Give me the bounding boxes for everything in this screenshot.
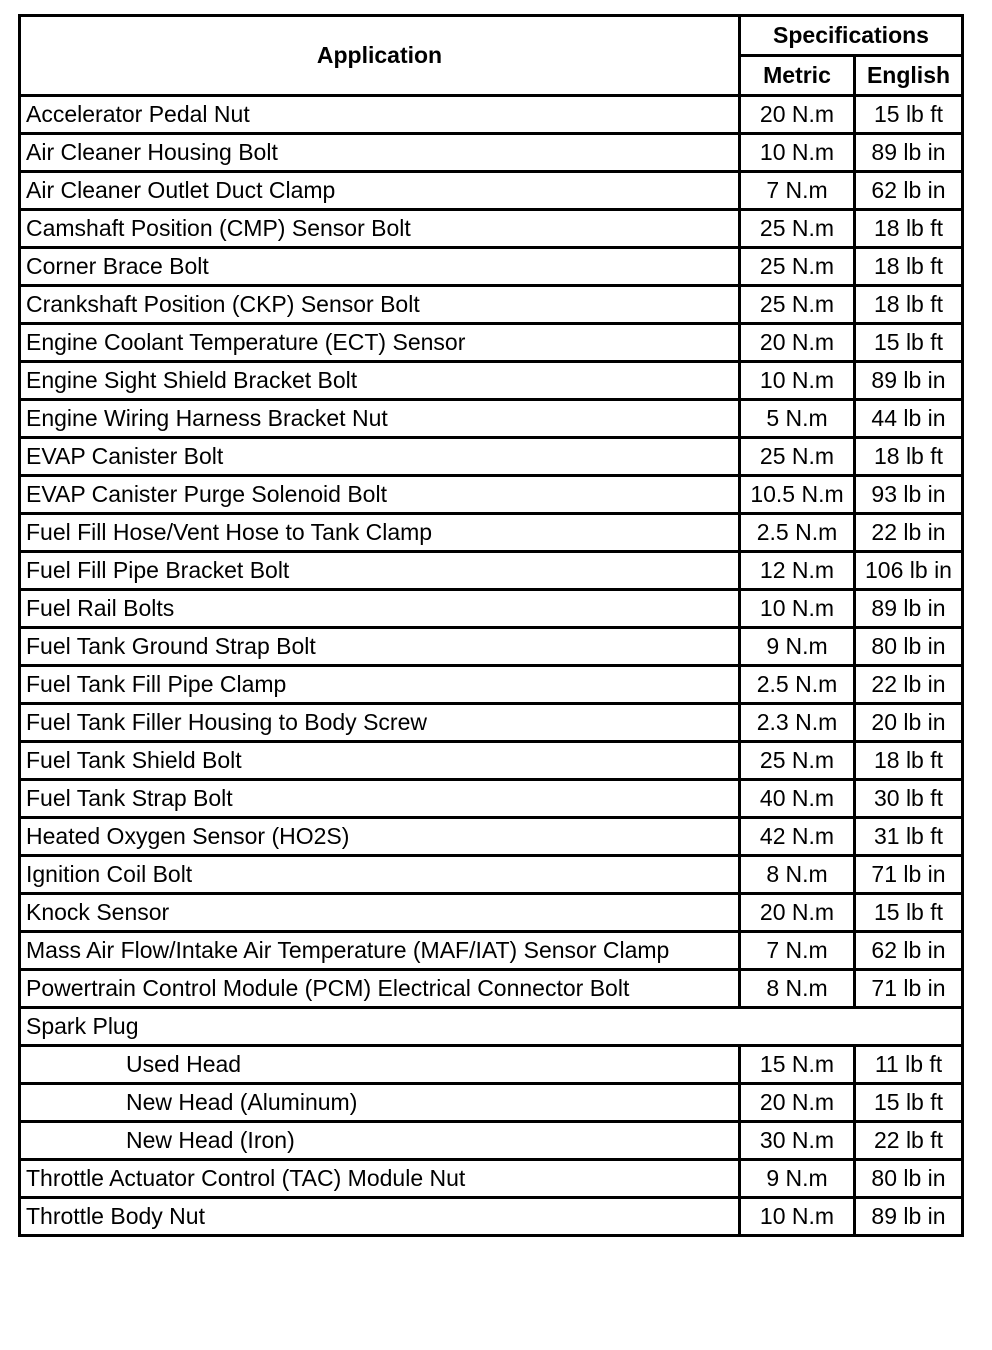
application-cell: Fuel Tank Strap Bolt (20, 780, 740, 818)
specifications-header: Specifications (740, 16, 963, 56)
english-cell: 62 lb in (855, 172, 963, 210)
metric-header: Metric (740, 56, 855, 96)
metric-cell: 8 N.m (740, 856, 855, 894)
english-cell: 62 lb in (855, 932, 963, 970)
application-cell: Fuel Fill Hose/Vent Hose to Tank Clamp (20, 514, 740, 552)
metric-cell: 25 N.m (740, 210, 855, 248)
application-cell: Corner Brace Bolt (20, 248, 740, 286)
metric-cell: 20 N.m (740, 324, 855, 362)
english-cell: 15 lb ft (855, 96, 963, 134)
english-cell: 71 lb in (855, 970, 963, 1008)
metric-cell: 20 N.m (740, 894, 855, 932)
english-cell: 89 lb in (855, 590, 963, 628)
application-cell: Fuel Fill Pipe Bracket Bolt (20, 552, 740, 590)
table-row (20, 1198, 963, 1236)
table-row (20, 932, 963, 970)
table-row (20, 780, 963, 818)
table-group-row (20, 1008, 963, 1046)
metric-cell: 10 N.m (740, 590, 855, 628)
english-cell: 18 lb ft (855, 286, 963, 324)
english-cell: 80 lb in (855, 628, 963, 666)
application-cell: Accelerator Pedal Nut (20, 96, 740, 134)
application-cell: Fuel Tank Fill Pipe Clamp (20, 666, 740, 704)
english-cell: 20 lb in (855, 704, 963, 742)
application-cell: New Head (Iron) (20, 1122, 740, 1160)
english-cell: 22 lb in (855, 666, 963, 704)
metric-cell: 8 N.m (740, 970, 855, 1008)
application-cell: Powertrain Control Module (PCM) Electrical Connector Bolt (20, 970, 740, 1008)
english-cell: 11 lb ft (855, 1046, 963, 1084)
metric-cell: 2.3 N.m (740, 704, 855, 742)
english-cell: 18 lb ft (855, 210, 963, 248)
application-cell: Mass Air Flow/Intake Air Temperature (MAF/IAT) Sensor Clamp (20, 932, 740, 970)
table-row (20, 476, 963, 514)
metric-cell: 25 N.m (740, 286, 855, 324)
metric-cell: 20 N.m (740, 96, 855, 134)
english-cell: 22 lb ft (855, 1122, 963, 1160)
english-header: English (855, 56, 963, 96)
application-cell: Fuel Tank Ground Strap Bolt (20, 628, 740, 666)
table-row (20, 134, 963, 172)
metric-cell: 20 N.m (740, 1084, 855, 1122)
table-row (20, 248, 963, 286)
table-row (20, 1046, 963, 1084)
application-cell: EVAP Canister Bolt (20, 438, 740, 476)
table-row (20, 590, 963, 628)
english-cell: 31 lb ft (855, 818, 963, 856)
table-row (20, 666, 963, 704)
application-cell: Knock Sensor (20, 894, 740, 932)
application-cell: Air Cleaner Housing Bolt (20, 134, 740, 172)
application-cell: Heated Oxygen Sensor (HO2S) (20, 818, 740, 856)
metric-cell: 2.5 N.m (740, 666, 855, 704)
application-cell: Fuel Rail Bolts (20, 590, 740, 628)
english-cell: 80 lb in (855, 1160, 963, 1198)
application-cell: Engine Wiring Harness Bracket Nut (20, 400, 740, 438)
metric-cell: 30 N.m (740, 1122, 855, 1160)
english-cell: 89 lb in (855, 362, 963, 400)
metric-cell: 5 N.m (740, 400, 855, 438)
table-row (20, 1160, 963, 1198)
table-row (20, 818, 963, 856)
application-header: Application (20, 16, 740, 96)
table-row (20, 362, 963, 400)
table-row (20, 1122, 963, 1160)
table-row (20, 856, 963, 894)
metric-cell: 25 N.m (740, 248, 855, 286)
table-row (20, 400, 963, 438)
application-cell: Throttle Actuator Control (TAC) Module Nut (20, 1160, 740, 1198)
table-row (20, 172, 963, 210)
english-cell: 106 lb in (855, 552, 963, 590)
table-row (20, 742, 963, 780)
application-cell: Fuel Tank Filler Housing to Body Screw (20, 704, 740, 742)
metric-cell: 9 N.m (740, 628, 855, 666)
table-row (20, 514, 963, 552)
application-cell: Fuel Tank Shield Bolt (20, 742, 740, 780)
english-cell: 18 lb ft (855, 248, 963, 286)
metric-cell: 7 N.m (740, 172, 855, 210)
english-cell: 15 lb ft (855, 324, 963, 362)
metric-cell: 10.5 N.m (740, 476, 855, 514)
table-body (20, 96, 963, 1236)
table-row (20, 286, 963, 324)
table-row (20, 210, 963, 248)
metric-cell: 7 N.m (740, 932, 855, 970)
english-cell: 93 lb in (855, 476, 963, 514)
table-row (20, 552, 963, 590)
group-label: Spark Plug (20, 1008, 963, 1046)
metric-cell: 2.5 N.m (740, 514, 855, 552)
english-cell: 44 lb in (855, 400, 963, 438)
application-cell: Throttle Body Nut (20, 1198, 740, 1236)
table-row (20, 628, 963, 666)
application-cell: EVAP Canister Purge Solenoid Bolt (20, 476, 740, 514)
application-cell: Engine Sight Shield Bracket Bolt (20, 362, 740, 400)
table-row (20, 894, 963, 932)
application-cell: Camshaft Position (CMP) Sensor Bolt (20, 210, 740, 248)
application-cell: Ignition Coil Bolt (20, 856, 740, 894)
application-cell: Crankshaft Position (CKP) Sensor Bolt (20, 286, 740, 324)
english-cell: 15 lb ft (855, 894, 963, 932)
table-row (20, 1084, 963, 1122)
table-row (20, 704, 963, 742)
metric-cell: 25 N.m (740, 742, 855, 780)
metric-cell: 10 N.m (740, 134, 855, 172)
metric-cell: 10 N.m (740, 362, 855, 400)
application-cell: Engine Coolant Temperature (ECT) Sensor (20, 324, 740, 362)
english-cell: 71 lb in (855, 856, 963, 894)
application-cell: New Head (Aluminum) (20, 1084, 740, 1122)
english-cell: 22 lb in (855, 514, 963, 552)
metric-cell: 15 N.m (740, 1046, 855, 1084)
metric-cell: 42 N.m (740, 818, 855, 856)
table-row (20, 438, 963, 476)
english-cell: 18 lb ft (855, 742, 963, 780)
metric-cell: 10 N.m (740, 1198, 855, 1236)
english-cell: 89 lb in (855, 1198, 963, 1236)
english-cell: 89 lb in (855, 134, 963, 172)
table-row (20, 324, 963, 362)
application-cell: Air Cleaner Outlet Duct Clamp (20, 172, 740, 210)
english-cell: 30 lb ft (855, 780, 963, 818)
table-row (20, 96, 963, 134)
torque-specifications-table (18, 14, 964, 1237)
header-row-top (20, 16, 963, 56)
metric-cell: 25 N.m (740, 438, 855, 476)
metric-cell: 9 N.m (740, 1160, 855, 1198)
application-cell: Used Head (20, 1046, 740, 1084)
table-row (20, 970, 963, 1008)
english-cell: 18 lb ft (855, 438, 963, 476)
metric-cell: 40 N.m (740, 780, 855, 818)
metric-cell: 12 N.m (740, 552, 855, 590)
english-cell: 15 lb ft (855, 1084, 963, 1122)
